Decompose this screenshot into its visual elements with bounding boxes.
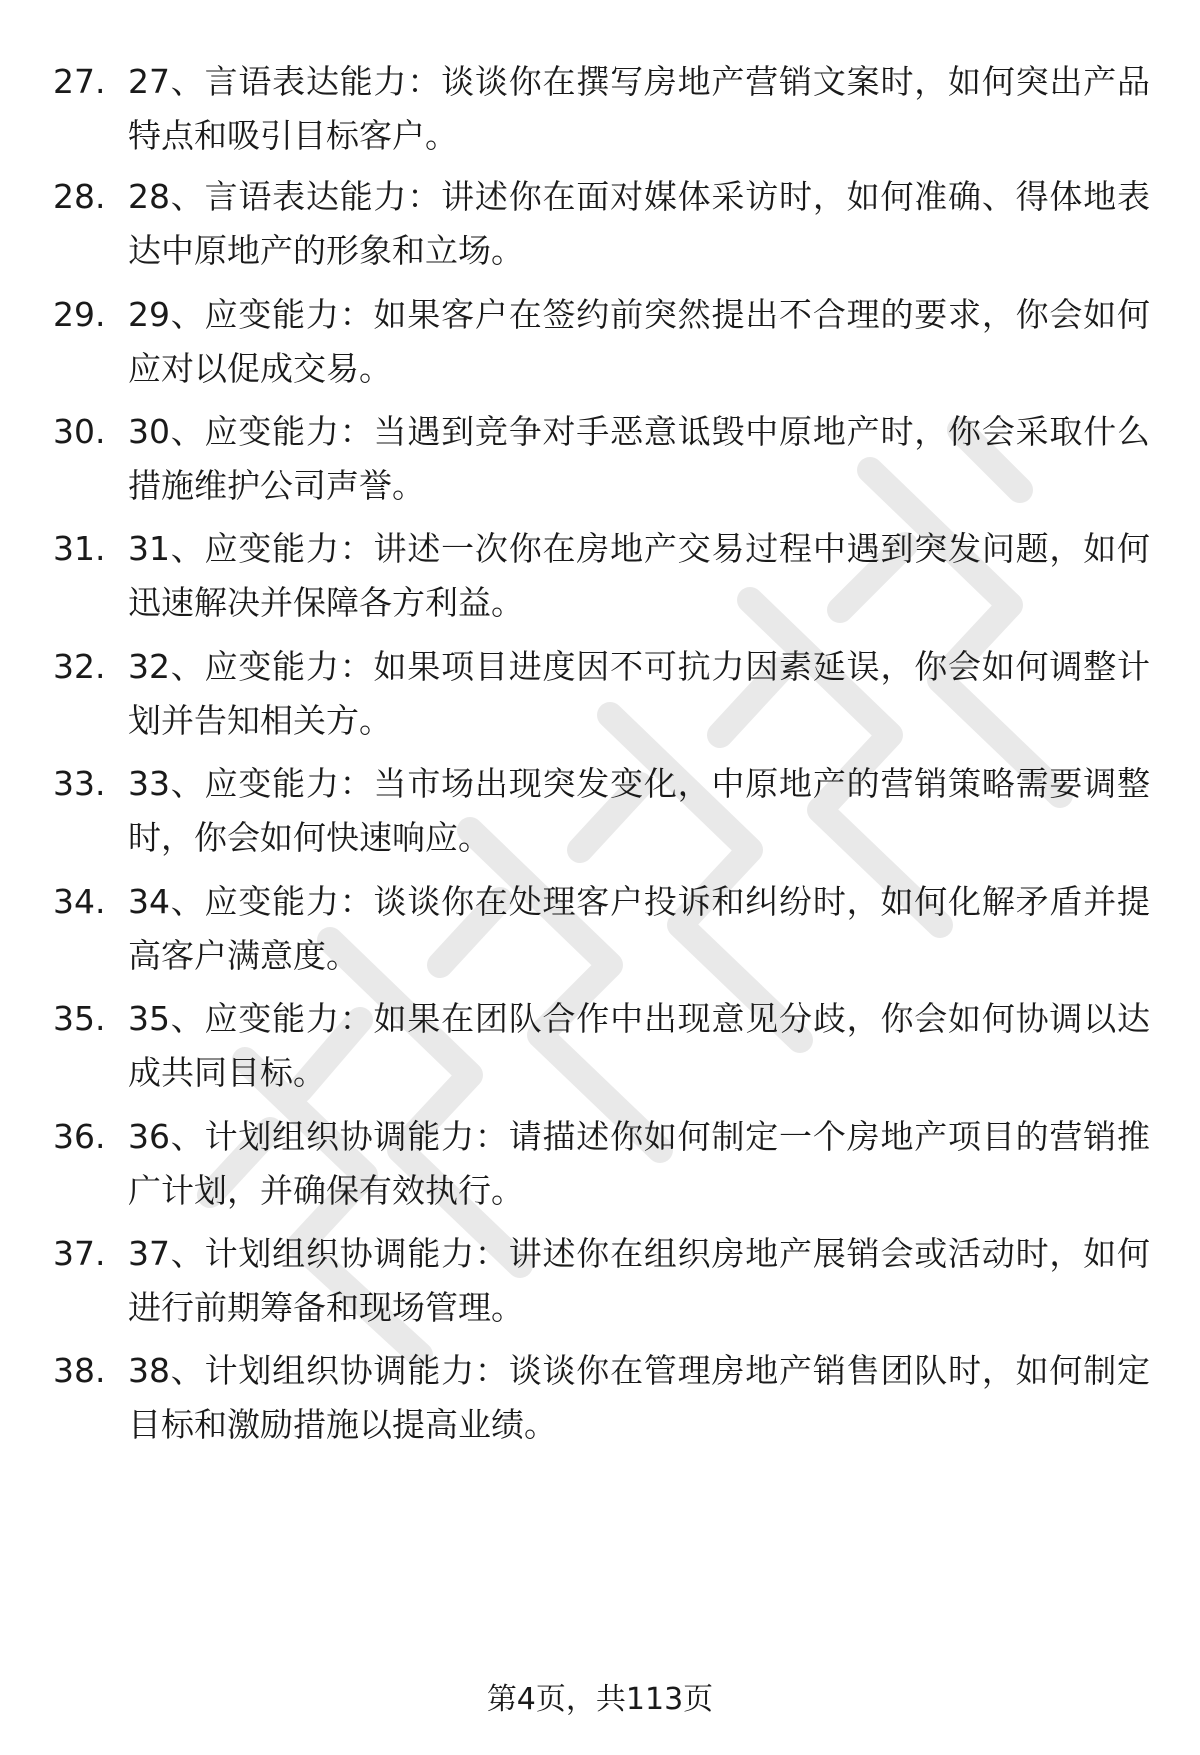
question-number: 33. (53, 764, 106, 803)
page-footer (0, 1675, 1200, 1725)
question-item-27 (0, 55, 1200, 165)
question-item-32 (0, 640, 1200, 750)
page-number-label: 第4页，共113页 (486, 1682, 714, 1717)
question-number: 38. (53, 1351, 106, 1390)
question-number: 28. (53, 177, 106, 216)
question-item-30 (0, 405, 1200, 515)
question-item-36 (0, 1110, 1200, 1220)
question-item-34 (0, 875, 1200, 985)
question-text: 30、应变能力：当遇到竞争对手恶意诋毁中原地产时，你会采取什么措施维护公司声誉。 (128, 412, 1150, 505)
question-text: 28、言语表达能力：讲述你在面对媒体采访时，如何准确、得体地表达中原地产的形象和立场。 (128, 177, 1150, 270)
question-text: 35、应变能力：如果在团队合作中出现意见分歧，你会如何协调以达成共同目标。 (128, 999, 1150, 1092)
question-text: 31、应变能力：讲述一次你在房地产交易过程中遇到突发问题，如何迅速解决并保障各方利益。 (128, 529, 1150, 622)
question-item-31 (0, 522, 1200, 632)
question-text: 33、应变能力：当市场出现突发变化，中原地产的营销策略需要调整时，你会如何快速响应。 (128, 764, 1150, 857)
question-text: 34、应变能力：谈谈你在处理客户投诉和纠纷时，如何化解矛盾并提高客户满意度。 (128, 882, 1150, 975)
question-number: 34. (53, 882, 106, 921)
question-item-29 (0, 288, 1200, 398)
question-item-37 (0, 1227, 1200, 1337)
question-number: 27. (53, 62, 106, 101)
question-number: 30. (53, 412, 106, 451)
question-number: 37. (53, 1234, 106, 1273)
question-text: 29、应变能力：如果客户在签约前突然提出不合理的要求，你会如何应对以促成交易。 (128, 295, 1150, 388)
question-text: 38、计划组织协调能力：谈谈你在管理房地产销售团队时，如何制定目标和激励措施以提高业绩。 (128, 1351, 1150, 1444)
question-number: 35. (53, 999, 106, 1038)
question-item-38 (0, 1344, 1200, 1454)
question-text: 36、计划组织协调能力：请描述你如何制定一个房地产项目的营销推广计划，并确保有效执行。 (128, 1117, 1150, 1210)
question-item-33 (0, 757, 1200, 867)
question-item-35 (0, 992, 1200, 1102)
question-text: 32、应变能力：如果项目进度因不可抗力因素延误，你会如何调整计划并告知相关方。 (128, 647, 1150, 740)
question-number: 32. (53, 647, 106, 686)
question-number: 36. (53, 1117, 106, 1156)
question-item-28 (0, 170, 1200, 280)
question-text: 37、计划组织协调能力：讲述你在组织房地产展销会或活动时，如何进行前期筹备和现场管理。 (128, 1234, 1150, 1327)
question-number: 29. (53, 295, 106, 334)
question-number: 31. (53, 529, 106, 568)
question-text: 27、言语表达能力：谈谈你在撰写房地产营销文案时，如何突出产品特点和吸引目标客户。 (128, 62, 1150, 155)
